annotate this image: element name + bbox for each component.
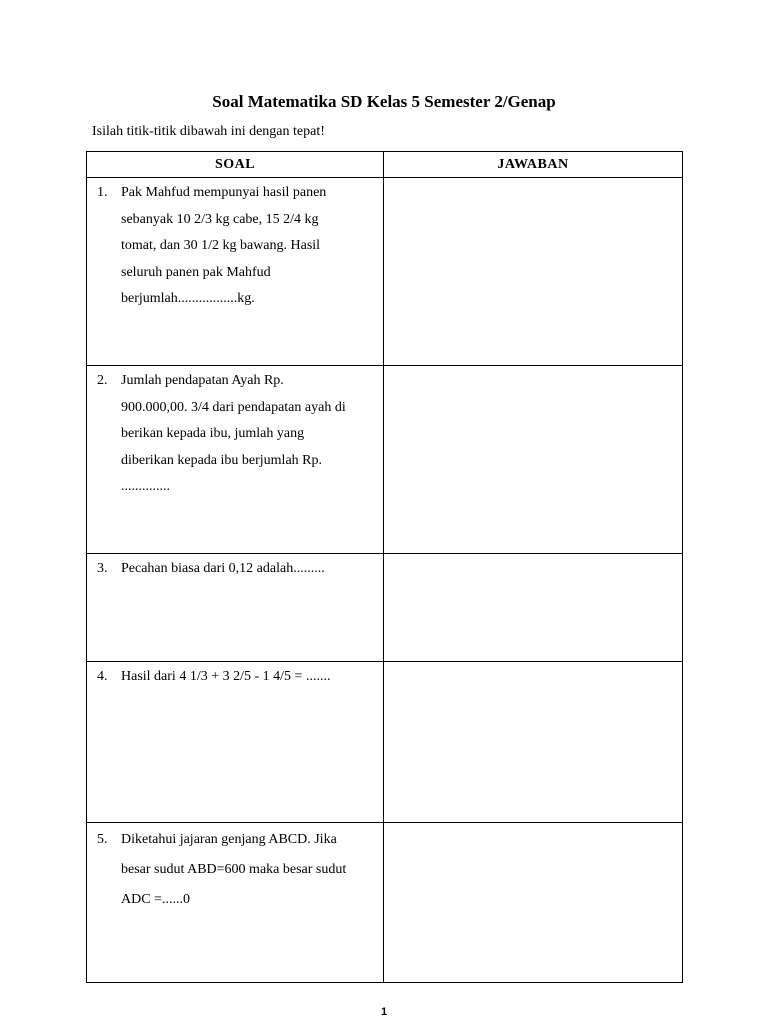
question-cell: [87, 366, 384, 554]
answer-cell[interactable]: [384, 823, 683, 983]
page-number: 1: [380, 1006, 388, 1018]
table-header-row: [87, 152, 683, 178]
question-line: tomat, dan 30 1/2 kg bawang. Hasil: [121, 238, 321, 253]
question-number: 4.: [97, 669, 108, 684]
question-line: Pecahan biasa dari 0,12 adalah.........: [121, 561, 325, 576]
question-number: 5.: [97, 832, 108, 847]
answer-cell[interactable]: [384, 662, 683, 823]
table-row: [87, 662, 683, 823]
answer-cell[interactable]: [384, 554, 683, 662]
answer-cell[interactable]: [384, 366, 683, 554]
page-title: Soal Matematika SD Kelas 5 Semester 2/Genap: [212, 92, 556, 111]
question-line: Pak Mahfud mempunyai hasil panen: [121, 185, 327, 200]
question-line: besar sudut ABD=600 maka besar sudut: [121, 862, 347, 877]
question-line: Diketahui jajaran genjang ABCD. Jika: [121, 832, 337, 847]
table-row: [87, 366, 683, 554]
question-line: berikan kepada ibu, jumlah yang: [121, 426, 305, 441]
question-cell: [87, 554, 384, 662]
question-line: ..............: [121, 479, 170, 494]
question-line: sebanyak 10 2/3 kg cabe, 15 2/4 kg: [121, 211, 319, 227]
question-line: Jumlah pendapatan Ayah Rp.: [121, 373, 284, 388]
question-number: 2.: [97, 373, 108, 388]
question-line: ADC =......0: [121, 892, 190, 907]
question-line: diberikan kepada ibu berjumlah Rp.: [121, 452, 322, 468]
question-cell: [87, 178, 384, 366]
question-cell: [87, 823, 384, 983]
header-soal: SOAL: [87, 152, 384, 178]
table-row: [87, 554, 683, 662]
question-cell: [87, 662, 384, 823]
question-line: Hasil dari 4 1/3 + 3 2/5 - 1 4/5 = .......: [121, 669, 331, 684]
question-table: [86, 151, 683, 983]
instruction-text: Isilah titik-titik dibawah ini dengan tepat!: [92, 124, 325, 139]
answer-cell[interactable]: [384, 178, 683, 366]
table-row: [87, 178, 683, 366]
table-row: [87, 823, 683, 983]
question-line: 900.000,00. 3/4 dari pendapatan ayah di: [121, 399, 346, 415]
header-jawaban: JAWABAN: [384, 152, 683, 178]
question-number: 3.: [97, 561, 108, 576]
question-number: 1.: [97, 185, 108, 200]
question-line: berjumlah.................kg.: [121, 291, 255, 306]
question-line: seluruh panen pak Mahfud: [121, 264, 271, 280]
